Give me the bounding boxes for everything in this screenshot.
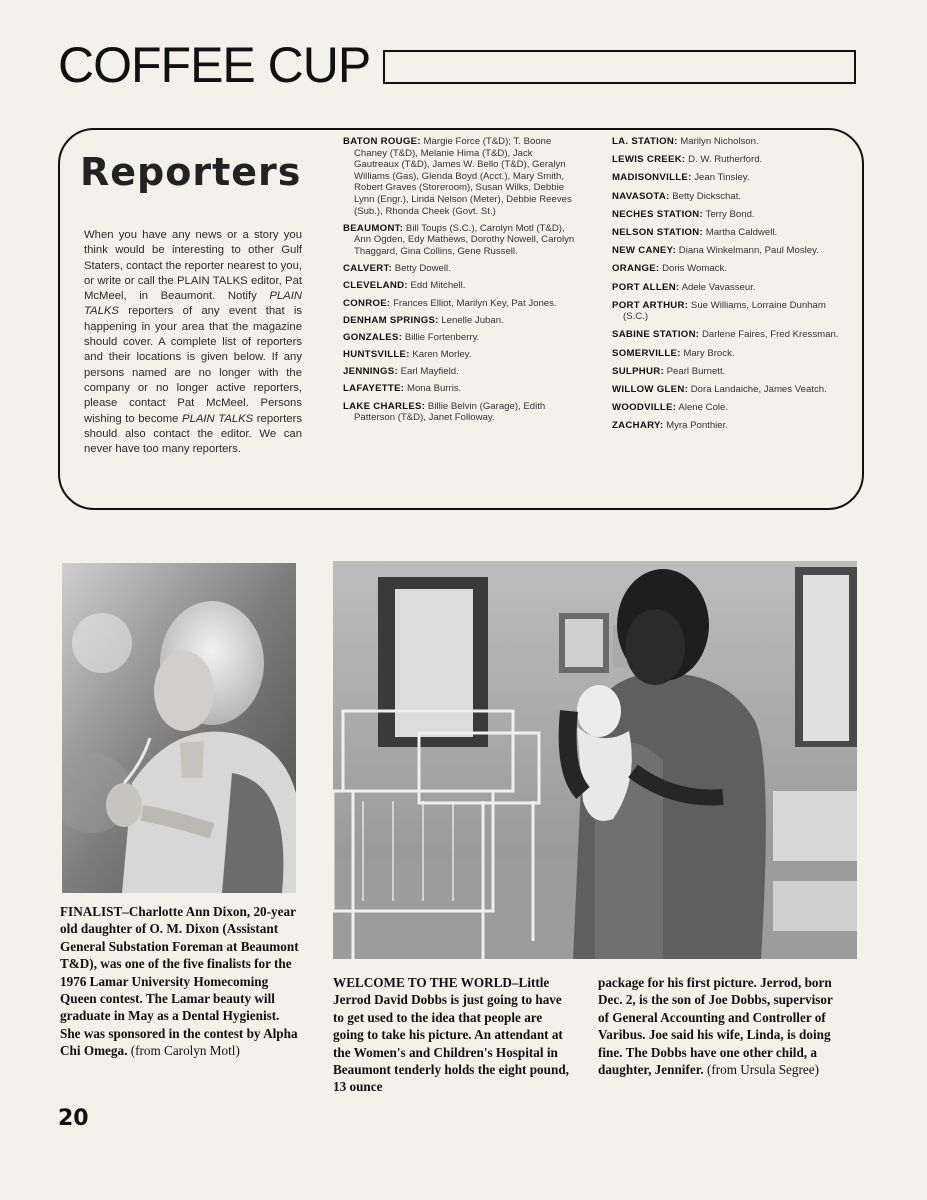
reporter-names: Myra Ponthier. (663, 420, 728, 432)
reporter-location: PORT ALLEN: (612, 281, 680, 293)
reporter-entry (612, 420, 848, 432)
reporter-names: Mona Burris. (404, 383, 462, 395)
reporter-names: Pearl Burnett. (663, 365, 726, 377)
reporter-entry (612, 172, 848, 184)
finalist-photo (62, 563, 296, 893)
reporter-entry (612, 191, 848, 203)
reporter-location: GONZALES: (343, 331, 403, 343)
reporter-location: ZACHARY: (612, 420, 664, 432)
reporter-entry (343, 366, 575, 378)
reporter-location: SOMERVILLE: (612, 347, 681, 359)
reporter-names: Karen Morley. (409, 349, 472, 361)
reporter-names: Martha Caldwell. (703, 226, 778, 238)
reporter-location: NELSON STATION: (612, 226, 704, 238)
reporter-names: Dora Landaiche, James Veatch. (688, 384, 827, 396)
reporter-names: Darlene Faires, Fred Kressman. (699, 329, 839, 341)
reporter-location: NECHES STATION: (612, 208, 704, 220)
reporter-names: Doris Womack. (659, 263, 727, 275)
welcome-caption-text: package for his first picture. Jerrod, born Dec. 2, is the son of Joe Dobbs, supervisor of General Accounting and Controller of Varibus. Joe said his wife, Linda, is doing fine. The Dobbs have one other child, a daughter, Jennifer. (598, 975, 833, 1078)
reporter-names: Marilyn Nicholson. (677, 136, 759, 147)
reporter-location: SULPHUR: (612, 365, 664, 377)
reporter-location: PORT ARTHUR: (612, 299, 689, 311)
welcome-caption-source: (from Ursula Segree) (706, 1062, 819, 1078)
section-title: COFFEE CUP (58, 37, 371, 93)
reporter-entry (612, 348, 848, 360)
reporter-entry (343, 315, 575, 327)
reporter-location: SABINE STATION: (612, 329, 700, 341)
reporter-entry (612, 245, 848, 257)
reporter-location: NAVASOTA: (612, 190, 670, 202)
page-number: 20 (58, 1106, 89, 1131)
reporter-names: Alene Cole. (676, 402, 729, 414)
reporter-entry (343, 263, 575, 275)
reporter-entry (612, 154, 848, 166)
reporter-entry (612, 300, 848, 323)
reporter-location: LEWIS CREEK: (612, 154, 686, 166)
reporter-location: CONROE: (343, 297, 391, 309)
reporter-names: Terry Bond. (703, 208, 755, 220)
reporter-names: Sue Williams, Lorraine Dunham (S.C.) (623, 299, 826, 323)
reporter-location: LA. STATION: (612, 136, 678, 147)
reporter-location: ORANGE: (612, 263, 660, 275)
reporter-entry (343, 280, 575, 292)
reporter-entry (612, 136, 848, 148)
intro-segment: reporters of any event that is happening in your area that the magazine should cover. A complete list of reporters and their locations is given below. If any persons named are no longer with the company or no longer active reporters, please contact Pat McMeel. Persons wishing to become (84, 305, 302, 425)
reporter-location: JENNINGS: (343, 366, 398, 378)
reporter-entry (612, 209, 848, 221)
nursery-photo (333, 561, 857, 959)
reporters-heading: Reporters (80, 150, 302, 194)
reporter-location: BATON ROUGE: (343, 136, 421, 147)
reporter-entry (343, 223, 575, 258)
reporter-names: Betty Dickschat. (669, 190, 742, 202)
reporter-entry (343, 349, 575, 361)
reporter-entry (612, 402, 848, 414)
reporter-entry (343, 401, 575, 424)
reporter-entry (612, 366, 848, 378)
reporters-intro (84, 228, 302, 457)
reporter-entry (612, 384, 848, 396)
intro-segment: PLAIN TALKS (84, 290, 302, 318)
reporter-entry (343, 383, 575, 395)
reporters-column-2 (612, 136, 848, 439)
reporter-names: Bill Toups (S.C.), Carolyn Motl (T&D), Ann Ogden, Edy Mathews, Dorothy Nowell, Carolyn Thaggard, Gina Collins, Gene Russell. (354, 222, 575, 257)
reporter-names: Jean Tinsley. (691, 172, 750, 184)
reporter-location: CALVERT: (343, 263, 393, 275)
reporter-entry (343, 298, 575, 310)
reporter-location: MADISONVILLE: (612, 172, 692, 184)
reporter-names: Betty Dowell. (392, 263, 451, 275)
reporter-names: Margie Force (T&D); T. Boone Chaney (T&D), Melanie Hima (T&D), Jack Gautreaux (T&D), James W. Bello (T&D), Geralyn Williams (Gas), Glenda Boyd (Acct.), Mary Smith, Robert Graves (Storeroom), Susan Wilks, Debbie Lynn (Engr.), Linda Nelson (Meter), Debbie Reeves (Sub.), Rhonda Cheek (Govt. St.) (354, 136, 572, 217)
finalist-caption-text: FINALIST–Charlotte Ann Dixon, 20-year old daughter of O. M. Dixon (Assistant General Substation Foreman at Beaumont T&D), was one of the five finalists for the 1976 Lamar University Homecoming Queen contest. The Lamar beauty will graduate in May as a Dental Hygienist. She was sponsored in the contest by Alpha Chi Omega. (60, 904, 299, 1059)
reporter-names: D. W. Rutherford. (685, 154, 763, 166)
reporter-names: Earl Mayfield. (397, 366, 459, 378)
reporter-entry (343, 332, 575, 344)
reporter-location: LAFAYETTE: (343, 383, 405, 395)
welcome-caption-part-1: WELCOME TO THE WORLD–Little Jerrod David Dobbs is just going to have to get used to the idea that people are going to take his picture. An attendant at the Women's and Children's Hospital in Beaumont tenderly holds the eight pound, 13 ounce (333, 975, 569, 1095)
reporter-names: Billie Belvin (Garage), Edith Patterson (T&D), Janet Followay. (354, 400, 546, 424)
reporters-column-1 (343, 136, 575, 429)
reporter-location: NEW CANEY: (612, 245, 677, 257)
reporter-location: DENHAM SPRINGS: (343, 314, 439, 326)
intro-segment: reporters should also contact the editor. We can never have too many reporters. (84, 412, 303, 456)
reporter-entry (612, 329, 848, 341)
reporter-names: Lenelle Juban. (438, 314, 504, 326)
reporter-names: Mary Brock. (680, 347, 735, 359)
welcome-caption-part-2 (598, 974, 838, 1078)
reporter-location: LAKE CHARLES: (343, 400, 426, 412)
reporter-entry (612, 227, 848, 239)
finalist-caption (60, 903, 300, 1060)
reporter-entry (343, 136, 575, 217)
reporter-location: WILLOW GLEN: (612, 384, 689, 396)
reporter-location: HUNTSVILLE: (343, 349, 410, 361)
finalist-caption-source: (from Carolyn Motl) (130, 1043, 240, 1059)
title-bar-frame (383, 50, 856, 84)
intro-segment: When you have any news or a story you think would be interesting to other Gulf Staters, contact the reporter nearest to you, or write or call the PLAIN TALKS editor, Pat McMeel, in Beaumont. Notify (84, 229, 302, 303)
reporter-names: Diana Winkelmann, Paul Mosley. (676, 245, 819, 257)
reporter-entry (612, 282, 848, 294)
reporter-names: Frances Elliot, Marilyn Key, Pat Jones. (390, 297, 557, 309)
reporter-names: Adele Vavasseur. (679, 281, 756, 293)
reporter-names: Billie Fortenberry. (402, 331, 480, 343)
reporter-location: CLEVELAND: (343, 280, 408, 292)
reporter-location: WOODVILLE: (612, 402, 677, 414)
reporter-location: BEAUMONT: (343, 222, 404, 234)
reporter-names: Edd Mitchell. (407, 280, 466, 292)
intro-segment: PLAIN TALKS (182, 412, 254, 425)
reporter-entry (612, 263, 848, 275)
